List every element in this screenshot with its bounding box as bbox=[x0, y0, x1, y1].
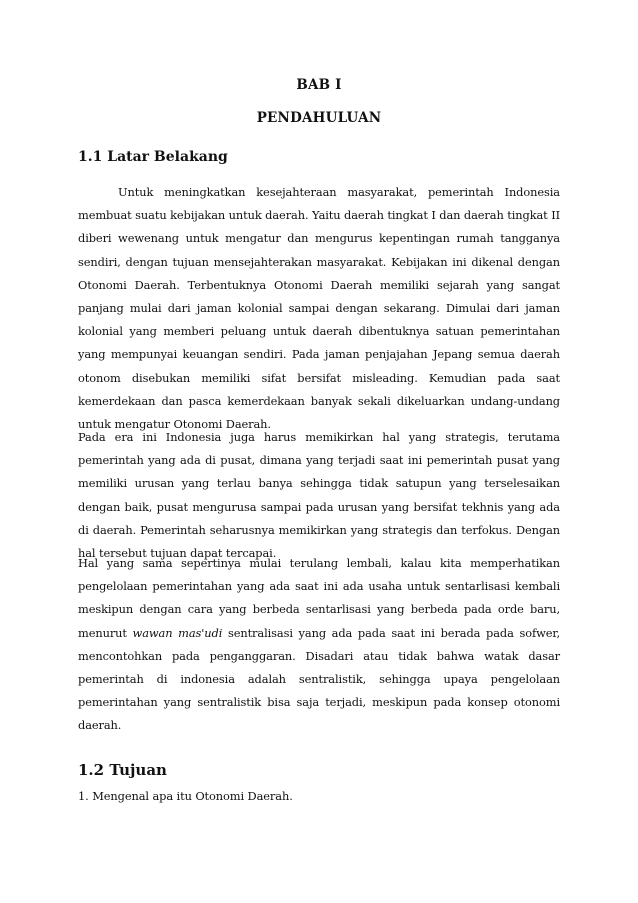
paragraph-3-text-a: Hal yang sama sepertinya mulai terulang lembali, kalau kita memperhatikan pengelolaan pemerintahan yang ada saat ini ada usaha untuk sentarlisasi kembali meskipun dengan cara yang berbeda sentarlisasi yang berbeda pada orde baru, menurut bbox=[78, 556, 560, 640]
paragraph-3-text-b: sentralisasi yang ada pada saat ini berada pada sofwer, mencontohkan pada penganggaran. Disadari atau tidak bahwa watak dasar pemerintah di indonesia adalah sentralistik, sehingga upaya pengelolaan pemerintahan yang sentralistik bisa saja terjadi, meskipun pada konsep otonomi daerah. bbox=[78, 625, 560, 733]
section-heading-tujuan: 1.2 Tujuan bbox=[78, 761, 167, 779]
chapter-number: BAB I bbox=[296, 77, 342, 93]
paragraph-2: Pada era ini Indonesia juga harus memikirkan hal yang strategis, terutama pemerintah yang ada di pusat, dimana yang terjadi saat ini pemerintah pusat yang memiliki urusan yang terlau banya sehingga tidak satupun yang terselesaikan dengan baik, pusat mengurusa sampai pada urusan yang bersifat tekhnis yang ada di daerah. Pemerintah seharusnya memikirkan yang strategis dan terfokus. Dengan hal tersebut tujuan dapat tercapai. bbox=[78, 430, 560, 561]
list-item: 1. Mengenal apa itu Otonomi Daerah. bbox=[78, 789, 293, 803]
paragraph-3 bbox=[78, 552, 560, 738]
paragraph-3-italic-name: wawan mas'udi bbox=[132, 625, 223, 640]
section-heading-latar-belakang: 1.1 Latar Belakang bbox=[78, 149, 228, 165]
paragraph-1: Untuk meningkatkan kesejahteraan masyarakat, pemerintah Indonesia membuat suatu kebijakan untuk daerah. Yaitu daerah tingkat I dan daerah tingkat II diberi wewenang untuk mengatur dan mengurus kepentingan rumah tangganya sendiri, dengan tujuan mensejahterakan masyarakat. Kebijakan ini dikenal dengan Otonomi Daerah. Terbentuknya Otonomi Daerah memiliki sejarah yang sangat panjang mulai dari jaman kolonial sampai dengan sekarang. Dimulai dari jaman kolonial yang memberi peluang untuk daerah dibentuknya satuan pemerintahan yang mempunyai keuangan sendiri. Pada jaman penjajahan Jepang semua daerah otonom disebukan memiliki sifat bersifat misleading. Kemudian pada saat kemerdekaan dan pasca kemerdekaan banyak sekali dikeluarkan undang-undang untuk mengatur Otonomi Daerah. bbox=[78, 185, 560, 432]
chapter-title: PENDAHULUAN bbox=[256, 110, 382, 126]
